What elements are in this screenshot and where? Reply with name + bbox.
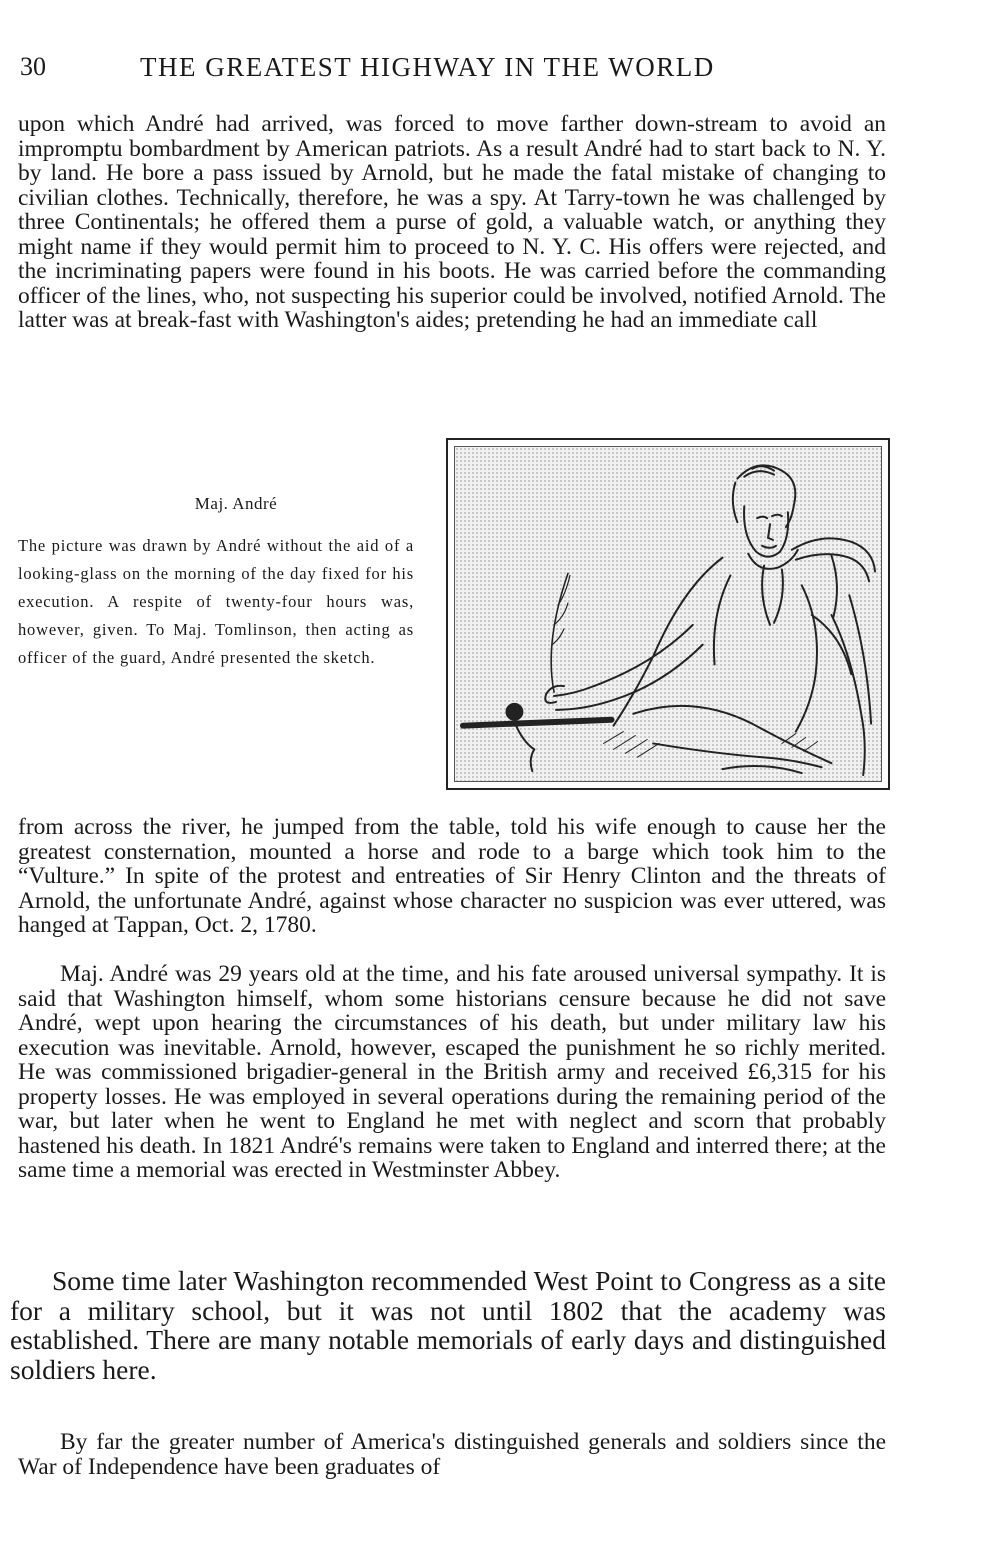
- paragraph-4: Some time later Washington recommended West Point to Congress as a site for a military school, but it was not until 1802 that the academy was established. There are many notable memorials of early days and distinguished soldiers here.: [10, 1265, 886, 1385]
- caption-text: The picture was drawn by André without the aid of a looking-glass on the morning of the day fixed for his execution. A respite of twenty-four hours was, however, given. To Maj. Tomlinson, then acting as officer of the guard, André presented the sketch.: [18, 536, 414, 667]
- page-number: 30: [20, 52, 46, 81]
- paragraph-5: By far the greater number of America's distinguished generals and soldiers since the War of Independence have been graduates of: [18, 1429, 886, 1480]
- andre-sketch-figure: [446, 438, 890, 790]
- sketch-image: [454, 446, 882, 782]
- caption-title: Maj. André: [194, 494, 278, 513]
- self-portrait-sketch-icon: [455, 447, 881, 781]
- figure-caption: [18, 494, 414, 672]
- paragraph-1: upon which André had arrived, was forced to move farther down-stream to avoid an impromptu bombardment by American patriots. As a result André had to start back to N. Y. by land. He bore a pass issued by Arnold, but he made the fatal mistake of changing to civilian clothes. Technically, therefore, he was a spy. At Tarry-town he was challenged by three Continentals; he offered them a purse of gold, a valuable watch, or anything they might name if they would permit him to proceed to N. Y. C. His offers were rejected, and the incriminating papers were found in his boots. He was carried before the commanding officer of the lines, who, not suspecting his superior could be involved, notified Arnold. The latter was at break-fast with Washington's aides; pretending he had an immediate call: [18, 111, 886, 333]
- paragraph-3: Maj. André was 29 years old at the time, and his fate aroused universal sympathy. It is said that Washington himself, whom some historians censure because he did not save André, wept upon hearing the circumstances of his death, but under military law his execution was inevitable. Arnold, however, escaped the punishment he so richly merited. He was commissioned brigadier-general in the British army and received £6,315 for his property losses. He was employed in several operations during the remaining period of the war, but later when he went to England he met with neglect and scorn that probably hastened his death. In 1821 André's remains were taken to England and interred there; at the same time a memorial was erected in Westminster Abbey.: [18, 961, 886, 1183]
- running-head: THE GREATEST HIGHWAY IN THE WORLD: [140, 52, 715, 82]
- paragraph-2: from across the river, he jumped from the table, told his wife enough to cause her the greatest consternation, mounted a horse and rode to a barge which took him to the “Vulture.” In spite of the protest and entreaties of Sir Henry Clinton and the threats of Arnold, the unfortunate André, against whose character no suspicion was ever uttered, was hanged at Tappan, Oct. 2, 1780.: [18, 814, 886, 938]
